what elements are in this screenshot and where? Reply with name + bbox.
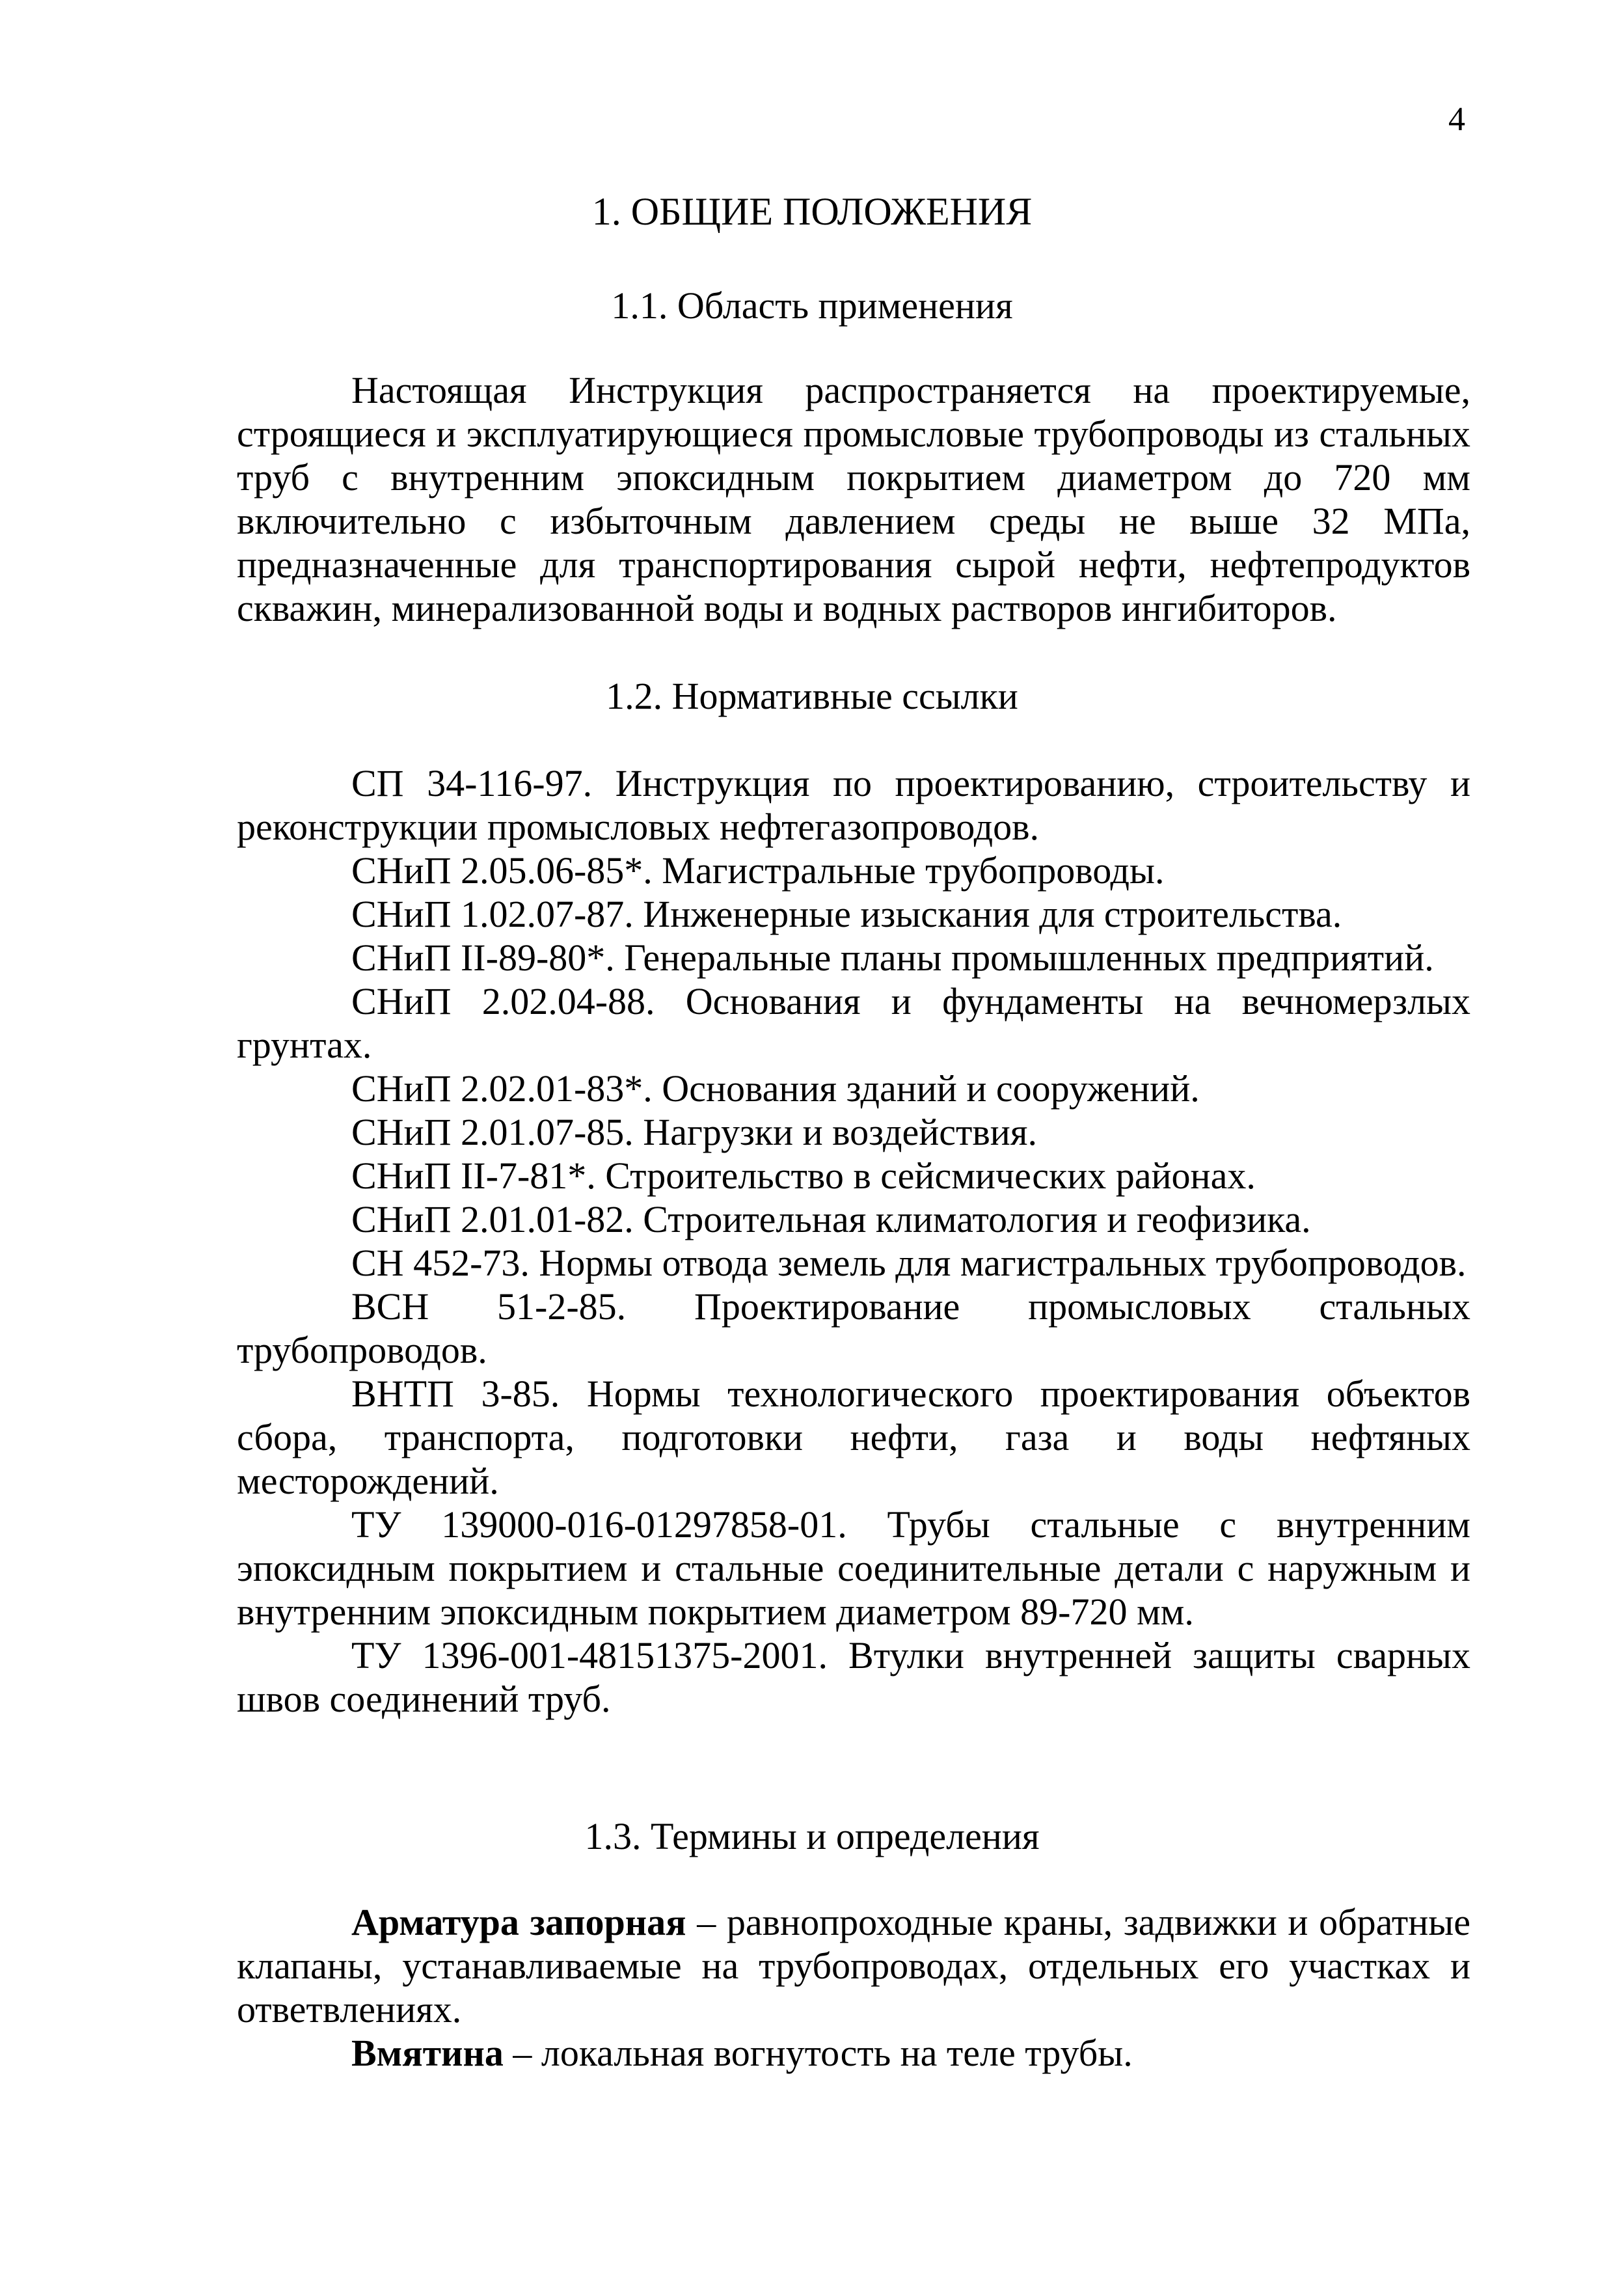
reference-item: СНиП 2.05.06-85*. Магистральные трубопроводы. [351,849,1165,892]
term-definition: – равнопроходные краны, задвижки и обратные клапаны, устанавливаемые на трубопроводах, отдельных его участках и ответвлениях. [237,1901,1471,2030]
reference-item: ТУ 139000-016-01297858-01. Трубы стальные с внутренним эпоксидным покрытием и стальные соединительные детали с наружным и внутренним эпоксидным покрытием диаметром 89-720 мм. [237,1503,1470,1633]
subsection-title-scope: 1.1. Область применения [611,284,1013,327]
reference-item: СНиП 1.02.07-87. Инженерные изыскания для строительства. [351,893,1342,935]
term-entry [237,1900,1470,2031]
term-definition: – локальная вогнутость на теле трубы. [503,2032,1133,2074]
reference-item: СНиП 2.02.01-83*. Основания зданий и сооружений. [351,1067,1200,1110]
reference-item: ВНТП 3-85. Нормы технологического проектирования объектов сбора, транспорта, подготовки нефти, газа и воды нефтяных месторождений. [237,1373,1470,1502]
term-entry [237,2031,1470,2075]
term-name: Арматура запорная [351,1901,686,1943]
reference-item: ТУ 1396-001-48151375-2001. Втулки внутренней защиты сварных швов соединений труб. [237,1634,1470,1720]
scope-paragraph-block [237,368,1470,630]
references-list [237,761,1470,1721]
scope-paragraph: Настоящая Инструкция распространяется на проектируемые, строящиеся и эксплуатирующиеся промысловые трубопроводы из стальных труб с внутренним эпоксидным покрытием диаметром до 720 мм включительно с избыточным давлением среды не выше 32 МПа, предназначенные для транспортирования сырой нефти, нефтепродуктов скважин, минерализованной воды и водных растворов ингибиторов. [237,369,1470,629]
reference-item: СП 34-116-97. Инструкция по проектированию, строительству и реконструкции промысловых нефтегазопроводов. [237,762,1470,848]
reference-item: ВСН 51-2-85. Проектирование промысловых стальных трубопроводов. [237,1285,1470,1371]
reference-item: СНиП 2.01.01-82. Строительная климатология и геофизика. [351,1198,1311,1240]
page-number: 4 [1448,101,1465,138]
reference-item: СН 452-73. Нормы отвода земель для магистральных трубопроводов. [351,1242,1467,1284]
reference-item: СНиП 2.01.07-85. Нагрузки и воздействия. [351,1111,1037,1153]
reference-item: СНиП 2.02.04-88. Основания и фундаменты на вечномерзлых грунтах. [237,980,1470,1066]
subsection-title-references: 1.2. Нормативные ссылки [606,675,1018,717]
reference-item: СНиП II-89-80*. Генеральные планы промышленных предприятий. [351,936,1434,979]
section-title: 1. ОБЩИЕ ПОЛОЖЕНИЯ [591,190,1033,233]
reference-item: СНиП II-7-81*. Строительство в сейсмических районах. [351,1155,1256,1197]
terms-list [237,1900,1470,2075]
term-name: Вмятина [351,2032,504,2074]
subsection-title-terms: 1.3. Термины и определения [584,1815,1040,1857]
